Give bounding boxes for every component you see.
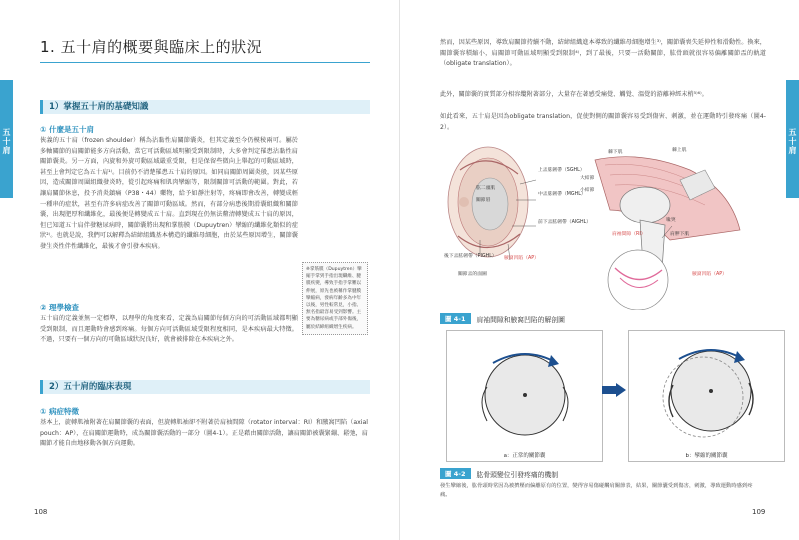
label-infra: 棘下肌	[608, 150, 623, 155]
figure-4-2-note: 發生攣縮後，肱骨頭時常因為被擠壓而偏離原有的位置，變得容易傷碰觸肩關節表，結果，關節囊受到傷害，刺激，導致運動時感到疼痛。	[440, 483, 753, 498]
label-mghl: 中盂肱韌帶（MGHL）	[538, 192, 586, 197]
paragraph-right-1: 然而，因某些原因，導致肩關節持續不動，結締組織進本導致的纖維母細胞增生³⁾，關節囊喪失延伸性和滑動性。換來，關節囊容積縮小，肩關節可動區域明顯受到限制⁴⁾，到了最後，只要一活動關節，肱骨頭就很容易偏離關節盂的軌道（obligate translation）。	[440, 39, 766, 68]
page-number-left: 108	[34, 508, 48, 516]
label-lesser-tuberosity: 小結節	[580, 188, 595, 193]
label-greater-tuberosity: 大結節	[580, 176, 595, 181]
title-rule	[40, 62, 370, 63]
figure-4-2-panel-b-caption: b：攣縮的關節囊	[685, 453, 728, 459]
label-labrum: 關節唇	[476, 198, 491, 203]
chapter-tab-right: 五十肩	[786, 80, 799, 198]
arrow-icon	[602, 383, 626, 397]
label-pighl: 後下盂肱韌帶（PIGHL）	[444, 254, 497, 259]
figure-4-2-caption	[440, 468, 558, 479]
figure-4-2-badge: 圖 4-2	[440, 468, 471, 479]
subheading-features: ① 病症特徵	[40, 407, 79, 416]
figure-4-1-title: 肩袖間隙和腋窩凹陷的解剖圖	[476, 315, 565, 324]
paragraph-exam: 五十肩的定義並無一定標準，以理學的角度來看，定義為肩關節每個方向的可活動區域都明顯受到限制，而且運動時會感到疼痛。每個方向可活動區域受限程度相同，是本疾病最大特徵。不過，只要有一個方向的可動區域狀況良好，就會被排除在本疾病之外。	[40, 315, 298, 344]
label-ap: 腋窩凹陷（AP）	[504, 256, 539, 261]
paragraph-right-3: 如此看來，五十肩是因為obligate translation，促使對側的關節囊容易受到傷害、刺激，並在運動時引發疼痛（圖4-2）。	[440, 113, 766, 131]
figure-4-2-panel-b	[628, 330, 785, 462]
chapter-title: 1. 五十肩的概要與臨床上的狀況	[40, 38, 263, 56]
figure-4-1-caption	[440, 313, 565, 324]
sidenote-dupuytren: ※掌筋膜（Dupuytren）攣縮手掌到手指出現纖維、腱膜疾變，導致手指手掌難以伸展，原先也被稱作掌腱膜攣縮病，發病年齡多為中年以後，男性較常見，小指、無名指最容易受到影響。主要為糖尿病或手部外傷後，屬於結締組織增生疾病。	[302, 262, 368, 335]
figure-4-1-badge: 圖 4-1	[440, 313, 471, 324]
subheading-exam: ② 理學檢查	[40, 303, 79, 312]
paragraph-features: 基本上，旋轉肌袖附著在肩關節囊的表面，但旋轉肌袖卻不附著於肩袖間隙（rotator interval：RI）和腋窩凹陷（axial pouch：AP），在肩關節運動時，成為關節囊活動的一部分（圖4-1）。正是藉由關節活動，讓肩關節被囊緊繃、鬆弛，肩關節才能自由地移動各個方向運動。	[40, 419, 368, 448]
figure-4-2-panel-a	[446, 330, 603, 462]
figure-4-1	[440, 140, 760, 310]
label-beak: 喙突	[666, 218, 676, 223]
label-sghl: 上盂肱韌帶（SGHL）	[538, 168, 585, 173]
chapter-tab-left: 五十肩	[0, 80, 13, 198]
label-ap-right: 腋窩凹陷（AP）	[692, 272, 727, 277]
label-biceps: 肱二頭肌	[476, 186, 496, 191]
figure-4-2-panel-a-caption: a：正常的關節囊	[503, 453, 546, 459]
shoulder-anatomy-illustration	[440, 140, 760, 310]
section-heading-2: 2）五十肩的臨床表現	[40, 380, 370, 394]
paragraph-right-2: 此外，關節囊的實質部分相容纜附著部分，大量存在著感受痛覺、觸覺、溫覺的游離神經末梢⁵⁾⁶⁾。	[440, 91, 708, 98]
label-subscap: 肩胛下肌	[670, 232, 690, 237]
label-aighl: 前下盂肱韌帶（AIGHL）	[538, 220, 592, 225]
section-heading-1: 1）掌握五十肩的基礎知識	[40, 100, 370, 114]
page-number-right: 109	[752, 508, 766, 516]
label-ri: 肩袖間隙（RI）	[612, 232, 646, 237]
label-supra: 棘上肌	[672, 148, 687, 153]
paragraph-what-is: 俠義的五十肩（frozen shoulder）稱為沾黏性肩關節囊炎，但其定義至今仍模稜兩可。屬於多軸關節的肩關節能多方向活動，當它可活動區域明顯受到限制時，大多會判定罹患沾黏性肩關節囊炎。另一方面，內旋和外旋可動區域嚴重受限，但是保留些微向上舉起的可動區域時，甚至上會判定它為五十肩¹⁾。目前仍不清楚罹患五十肩的原因。如同肩關節周圍炎般，因某些原因，造成關節周圍組織發炎時，從引起疼痛和肌肉攣縮等，限制關節可活動的範圍。對此，若讓肩關節休息，投予消炎鎮痛（P38・44）藥物，給予如靜注射等，疼痛即會改善，轉變成輕一種串的症狀，甚至有許多病症改善了關節可動區域。然而，有部分病患後期滑囊組織和關節囊，出現肥厚和纖維化，最後便是轉變成五十肩。直到現在仍無法釐清轉變成五十肩的原因，但已知道五十肩伴發糖尿病時，關節囊將出現和掌筋膜（Dupuytren）攣縮的纖維化類似的症狀²⁾。也就是說，我們可以解釋為結締組織基本構造的纖維母細胞，由於某些原因增生，關節囊發生炎性伴性纖維化，最後才會引發本疾病。	[40, 137, 298, 250]
subheading-what-is: ① 什麼是五十肩	[40, 125, 94, 134]
contracted-capsule-diagram	[629, 331, 784, 446]
label-glenoid: 關節盂的面圖	[458, 272, 487, 277]
figure-4-2-title: 肱骨頭變位引發疼痛的機制	[476, 470, 559, 479]
normal-capsule-diagram	[447, 331, 602, 446]
